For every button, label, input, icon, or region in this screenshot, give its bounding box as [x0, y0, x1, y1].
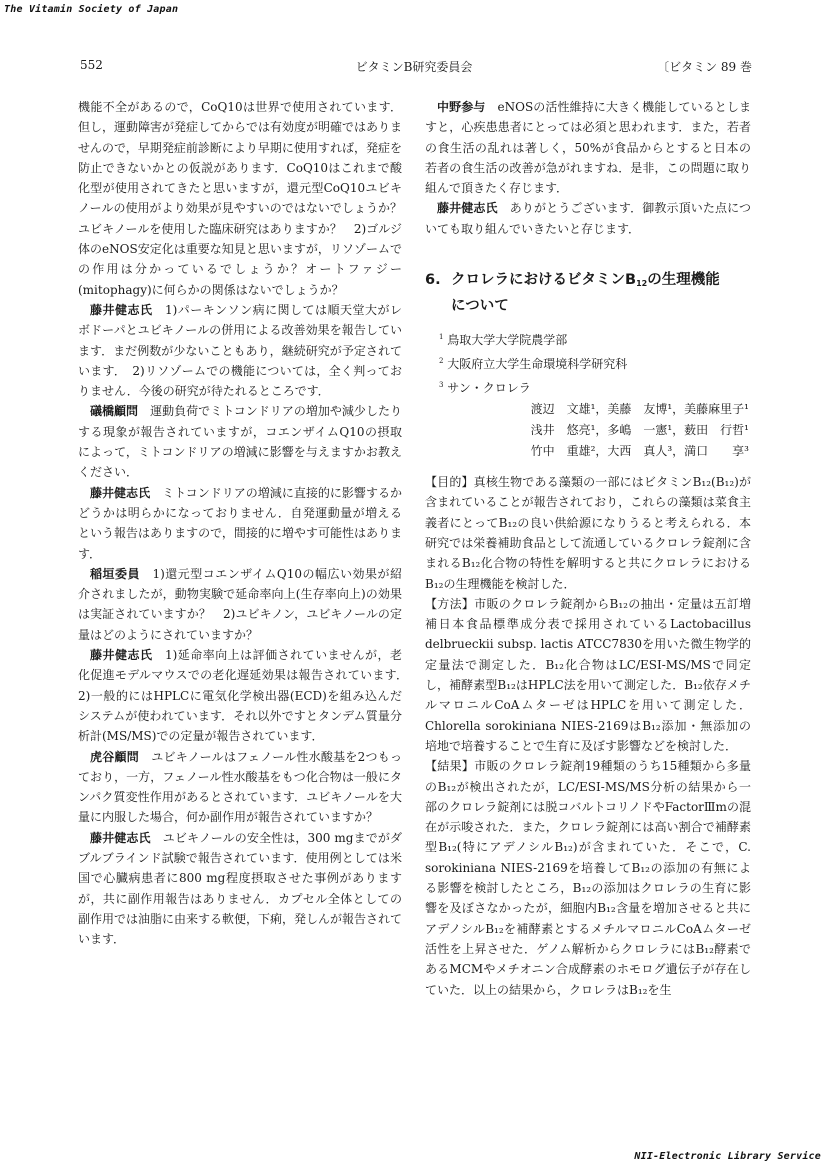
- paragraph: [78, 747, 402, 828]
- abstract-purpose: 【目的】真核生物である藻類の一部にはビタミンB₁₂(B₁₂)が含まれていることが報告されており，これらの藻類は菜食主義者にとってB₁₂の良い供給源になりうると考えられる．本研究では栄養補助食品として流通しているクロレラ錠剤に含まれるB₁₂化合物の特性を解明すると共にクロレラにおけるB₁₂の生理機能を検討した．: [425, 475, 751, 591]
- section-title-part: の生理機能: [647, 272, 720, 289]
- speaker-name: 藤井健志氏: [437, 201, 498, 216]
- paragraph: [78, 645, 415, 746]
- left-column: [78, 97, 415, 1137]
- affiliation: $^3$ サン・クロレラ: [439, 381, 531, 396]
- journal-volume: 〔ビタミン 89 巻: [657, 60, 752, 74]
- speech-text: 1)パーキンソン病に関しては順天堂大がレボドーパとユビキノールの併用による改善効果を報告しています．まだ例数が少ないこともあり，継続研究が予定されています． 2)リソゾームでの機能については，全く判っておりません．今後の研究が待たれるところです．: [78, 302, 402, 399]
- speech-text: eNOSの活性維持に大きく機能しているとしますと，心疾患患者にとっては必須と思われます．また，若者の食生活の乱れは著しく，50%が食品からとすると日本の若者の食生活の改善が急がれますね．是非，この問題に取り組んで頂きたく存じます．: [425, 100, 751, 196]
- speech-text: 運動負荷でミトコンドリアの増加や減少したりする現象が報告されていますが，コエンザイムQ10の摂取によって，ミトコンドリアの増減に影響を与えますかお教えください．: [78, 404, 402, 480]
- paragraph: [78, 300, 402, 401]
- section-number: 6.: [425, 272, 441, 289]
- paragraph: 機能不全があるので，CoQ10は世界で使用されています．但し，運動障害が発症してからでは有効度が明確ではありませんので，早期発症前診断により早期に使用すれば，発症を防止できないかとの仮説があります．CoQ10はこれまで酸化型が使用されてきたと思いますが，還元型CoQ10ユビキノールの使用がより効果が見やすいのではないでしょうか？ユビキノールを使用した臨床研究はありますか？ 2)ゴルジ体のeNOS安定化は重要な知見と思いますが，リソゾームでの作用は分かっているでしょうか？オートファジー(mitophagy)に何らかの関係はないでしょうか？: [78, 100, 402, 297]
- speaker-name: 稲垣委員: [90, 566, 140, 581]
- affiliation-text: 大阪府立大学生命環境科学研究科: [447, 357, 628, 372]
- affiliation-text: 鳥取大学大学院農学部: [447, 333, 568, 348]
- author-list: [425, 399, 751, 462]
- paragraph: [78, 564, 402, 645]
- paragraph: [78, 483, 402, 564]
- right-column: [425, 97, 751, 1137]
- section-title-subscript: 12: [636, 279, 648, 289]
- paragraph: [78, 401, 402, 482]
- author-line: 渡辺 文雄¹，美藤 友博¹，美藤麻里子¹: [530, 402, 749, 417]
- speaker-name: 礒橋顧問: [90, 404, 139, 419]
- affiliation: $^2$ 大阪府立大学生命環境科学研究科: [439, 357, 628, 372]
- paragraph: [425, 97, 751, 198]
- abstract-result: 【結果】市販のクロレラ錠剤19種類のうち15種類から多量のB₁₂が検出されたが，LC/ESI-MS/MS分析の結果から一部のクロレラ錠剤には脱コバルトコリノドやFactorⅢmの混在が示唆された．また，クロレラ錠剤には高い割合で補酵素型B₁₂(特にアデノシルB₁₂)が含まれていた．そこで，C. sorokiniana NIES-2169を培養してB₁₂の添加の有無による影響を検討したところ，B₁₂の添加はクロレラの生育に影響を及ぼさなかったが，細胞内B₁₂含量を増加させると共にアデノシルB₁₂を補酵素とするメチルマロニルCoAムターゼ活性を上昇させた．ゲノム解析からクロレラにはB₁₂酵素であるMCMやメチオニン合成酵素のホモログ遺伝子が存在していた．以上の結果から，クロレラはB₁₂を生: [425, 759, 751, 997]
- page-header: [76, 58, 752, 80]
- speaker-name: 藤井健志氏: [90, 830, 151, 845]
- author-line: 浅井 悠亮¹，多嶋 一憲¹，薮田 行哲¹: [530, 423, 749, 438]
- author-line: 竹中 重雄²，大西 真人³，満口 享³: [530, 444, 749, 459]
- affiliation: $^1$ 鳥取大学大学院農学部: [439, 333, 568, 348]
- running-title: ビタミンB研究委員会: [355, 60, 473, 74]
- speaker-name: 藤井健志氏: [90, 485, 151, 500]
- section-heading: [425, 269, 751, 317]
- speaker-name: 藤井健志氏: [90, 302, 153, 317]
- paragraph: [78, 828, 402, 950]
- speech-text: 1)還元型コエンザイムQ10の幅広い効果が紹介されましたが，動物実験で延命率向上(生存率向上)の効果は実証されていますか？ 2)ユビキノン，ユビキノールの定量はどのようにされていますか？: [78, 566, 402, 642]
- section-title-part: クロレラにおけるビタミンB: [451, 272, 637, 289]
- section-title-part: について: [451, 298, 509, 315]
- speaker-name: 中野参与: [437, 100, 486, 114]
- speech-text: 1)延命率向上は評価されていませんが，老化促進モデルマウスでの老化遅延効果は報告されています． 2)一般的にはHPLCに電気化学検出器(ECD)を組み込んだシステムが使われています．それ以外ですとタンデム質量分析計(MS/MS)での定量が報告されています．: [78, 648, 415, 744]
- society-watermark: The Vitamin Society of Japan: [4, 4, 179, 15]
- speech-text: ミトコンドリアの増減に直接的に影響するかどうかは明らかになっておりません．自発運動量が増えるという報告はありますので，間接的に増やす可能性はあります．: [78, 485, 402, 561]
- speaker-name: 虎谷顧問: [90, 749, 139, 764]
- speech-text: ユビキノールはフェノール性水酸基を2つもっており，一方，フェノール性水酸基をもつ化合物は一般にタンパク質変性作用があるとされています．ユビキノールを大量に内服した場合，何か副作用が報告されていますか？: [78, 749, 402, 825]
- nii-watermark: NII-Electronic Library Service: [634, 1151, 821, 1162]
- page-number: 552: [80, 58, 103, 72]
- speaker-name: 藤井健志氏: [90, 648, 153, 663]
- abstract-method: 【方法】市販のクロレラ錠剤からB₁₂の抽出・定量は五訂増補日本食品標準成分表で採用されているLactobacillus delbrueckii subsp. lactis ATCC7830を用いた微生物学的定量法で測定した．B₁₂化合物はLC/ESI-MS/MSで同定し，補酵素型B₁₂はHPLC法を用いて測定した．B₁₂依存メチルマロニルCoAムターゼはHPLCを用いて測定した．Chlorella sorokiniana NIES-2169はB₁₂添加・無添加の培地で培養することで生育に及ぼす影響などを検討した．: [425, 596, 751, 753]
- speech-text: ありがとうございます．御教示頂いた点についても取り組んでいきたいと存じます．: [425, 201, 751, 236]
- speech-text: ユビキノールの安全性は，300 mgまでがダブルブラインド試験で報告されています．使用例としては米国で心臓病患者に800 mg程度摂取させた事例がありますが，共に副作用報告はありません．カプセル全体としての副作用では油脂に由来する軟便，下痢，発しんが報告されています．: [78, 830, 403, 947]
- affiliation-text: サン・クロレラ: [447, 381, 531, 396]
- paragraph: [425, 198, 751, 239]
